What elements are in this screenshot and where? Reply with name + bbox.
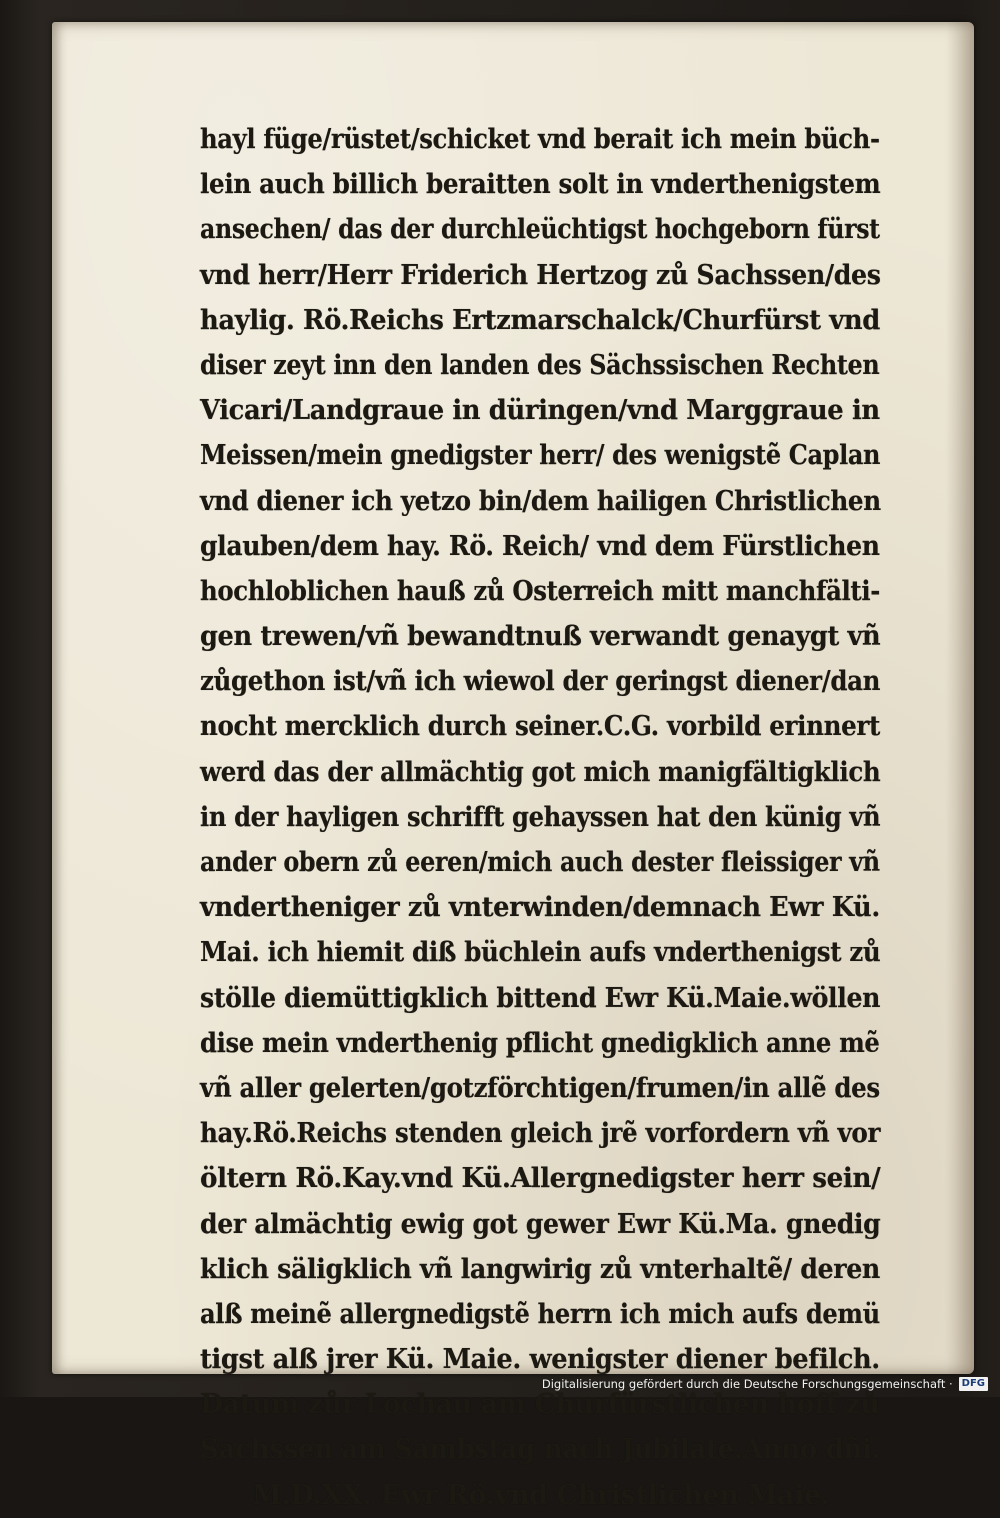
text-line: zůgethon ist/vñ ich wiewol der geringst diener/dan bbox=[200, 666, 881, 698]
footer-credit-text: Digitalisierung gefördert durch die Deutsche Forschungsgemeinschaft · bbox=[541, 1377, 953, 1391]
text-line: gen trewen/vñ bewandtnuß verwandt genaygt vñ bbox=[200, 621, 881, 653]
footer-credit bbox=[542, 1375, 988, 1393]
text-line: nocht mercklich durch seiner.C.G. vorbild erinnert bbox=[200, 711, 880, 743]
dfg-logo: DFG bbox=[959, 1377, 988, 1391]
text-line: dise mein vnderthenig pflicht gnedigklich anne mẽ bbox=[200, 1027, 880, 1059]
text-line: ansechen/ das der durchleüchtigst hochgeborn fürst bbox=[200, 214, 880, 246]
text-line: haylig. Rö.Reichs Ertzmarschalck/Churfürst vnd bbox=[200, 304, 880, 336]
text-line: klich säligklich vñ langwirig zů vnterhaltẽ/ deren bbox=[200, 1253, 880, 1285]
text-line: diser zeyt inn den landen des Sächssischen Rechten bbox=[200, 349, 880, 381]
document-body bbox=[200, 117, 880, 1518]
text-line: vndertheniger zů vnterwinden/demnach Ewr Kü. bbox=[200, 892, 880, 924]
text-line: lein auch billich beraitten solt in vnderthenigstem bbox=[200, 169, 881, 201]
text-line: vñ aller gelerten/gotzförchtigen/frumen/in allẽ des bbox=[200, 1072, 880, 1104]
text-line: tigst alß jrer Kü. Maie. wenigster diener befilch. bbox=[200, 1344, 880, 1376]
text-line: stölle diemüttigklich bittend Ewr Kü.Maie.wöllen bbox=[200, 982, 881, 1014]
text-line: Meissen/mein gnedigster herr/ des wenigstẽ Caplan bbox=[200, 440, 881, 472]
text-line: M.D.XX. Ewr Rö.vnd Christlichen Maie. bbox=[252, 1479, 830, 1511]
text-line: Mai. ich hiemit diß büchlein aufs vnderthenigst zů bbox=[200, 937, 881, 969]
text-line: vnd diener ich yetzo bin/dem hailigen Christlichen bbox=[200, 485, 881, 517]
text-line: Vicari/Landgraue in düringen/vnd Marggraue in bbox=[200, 395, 880, 427]
text-line: werd das der allmächtig got mich manigfältigklich bbox=[200, 756, 881, 788]
text-line: hochloblichen hauß zů Osterreich mitt manchfälti- bbox=[200, 575, 881, 607]
text-line: hayl füge/rüstet/schicket vnd berait ich mein büch- bbox=[200, 124, 880, 155]
text-line: öltern Rö.Kay.vnd Kü.Allergnedigster herr sein/ bbox=[200, 1163, 881, 1195]
text-line: der almächtig ewig got gewer Ewr Kü.Ma. gnedig bbox=[200, 1208, 881, 1240]
text-line: in der hayligen schrifft gehayssen hat den künig vñ bbox=[200, 801, 881, 833]
text-line: Sachssen am Sambstag nach Jubilate.Anno dñi. bbox=[200, 1434, 881, 1466]
text-line: ander obern zů eeren/mich auch dester fleissiger vñ bbox=[200, 847, 880, 878]
text-line: vnd herr/Herr Friderich Hertzog zů Sachssen/des bbox=[200, 259, 881, 291]
text-line: alß meinẽ allergnedigstẽ herrn ich mich aufs demü bbox=[200, 1298, 880, 1330]
text-line: hay.Rö.Reichs stenden gleich jrẽ vorfordern vñ vor bbox=[200, 1118, 881, 1150]
page-edge-shadow bbox=[946, 22, 974, 1374]
text-line: Datum zůr Lochau am Churfürstlichen hoff zů bbox=[200, 1389, 880, 1421]
text-line: glauben/dem hay. Rö. Reich/ vnd dem Fürstlichen bbox=[200, 530, 880, 562]
